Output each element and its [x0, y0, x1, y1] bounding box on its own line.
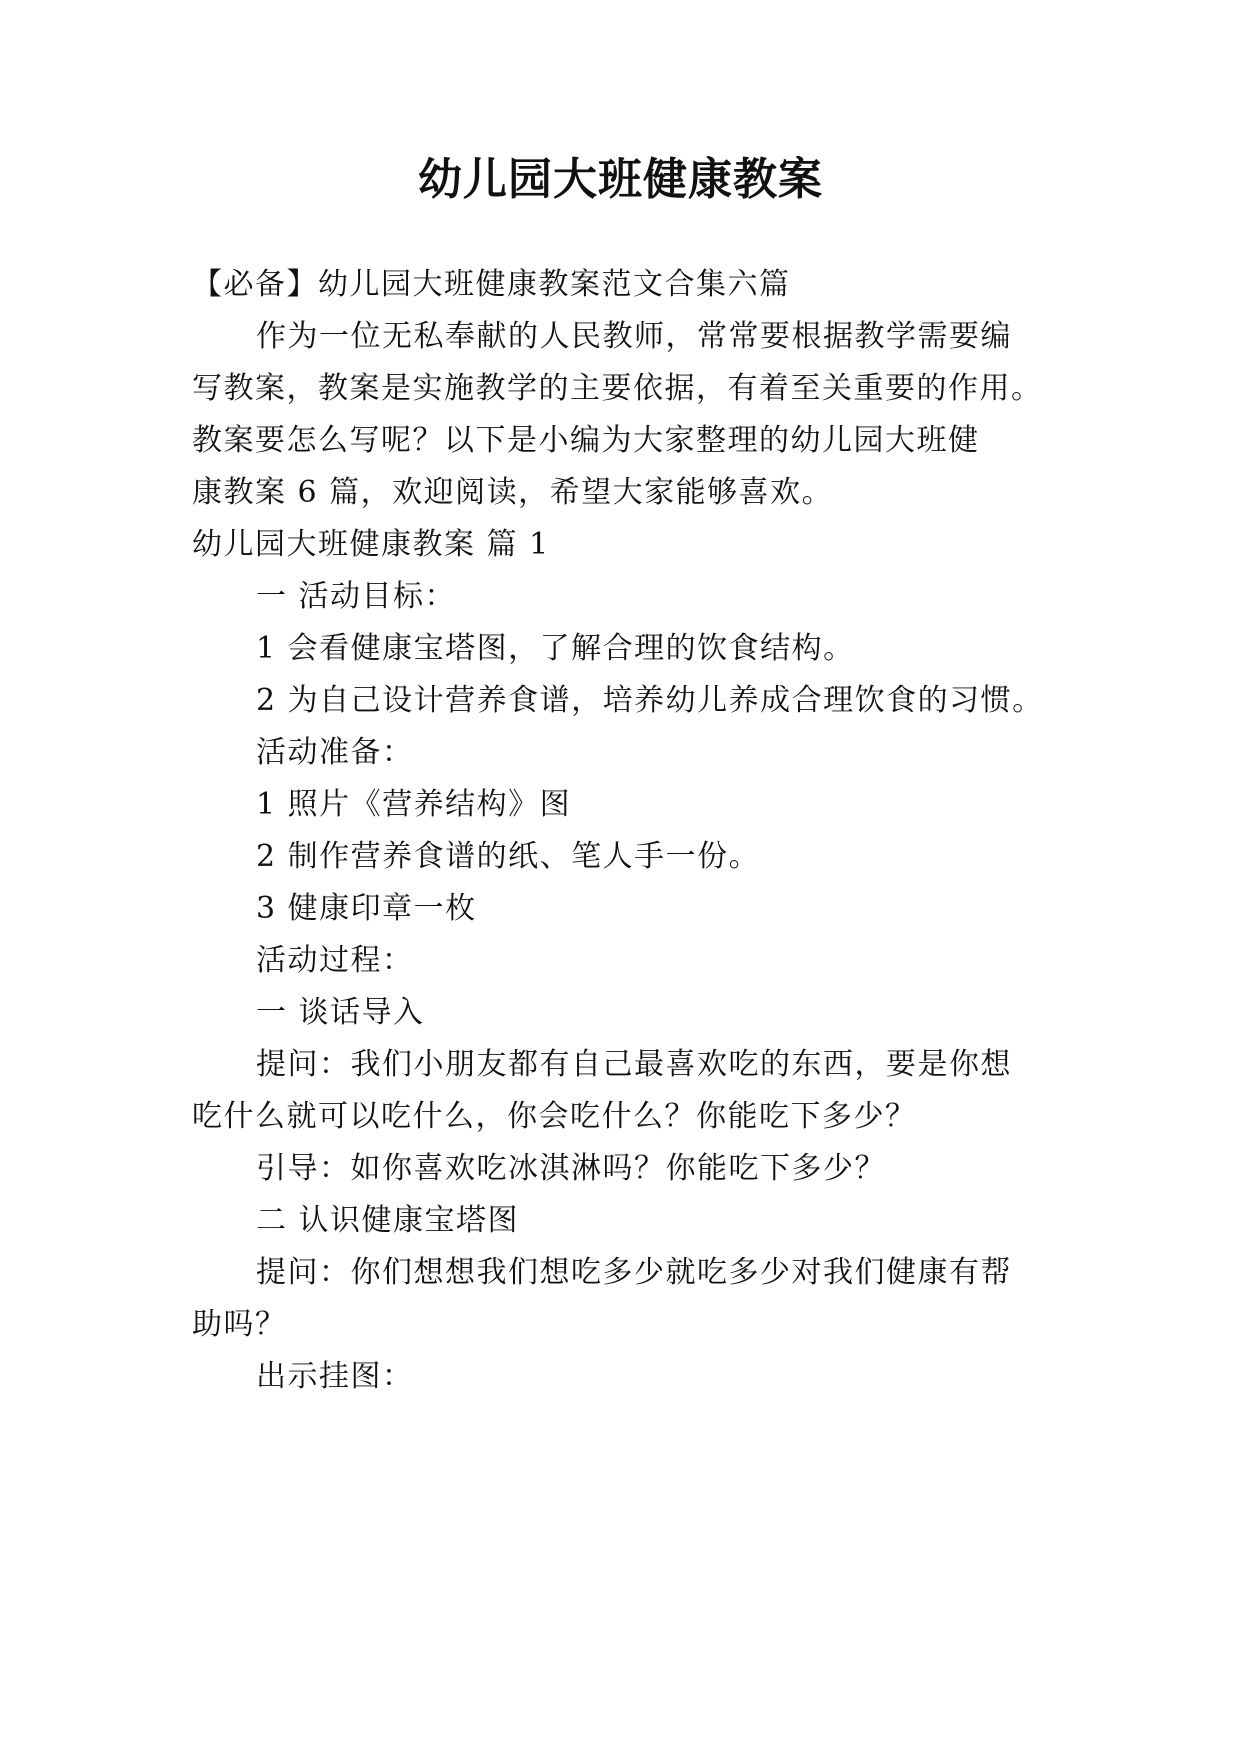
paragraph-line: 吃什么就可以吃什么，你会吃什么？你能吃下多少？: [192, 1099, 917, 1134]
paragraph-line: 写教案，教案是实施教学的主要依据，有着至关重要的作用。: [192, 371, 1043, 406]
paragraph-line: 一 谈话导入: [256, 995, 425, 1030]
paragraph-line: 活动过程：: [256, 943, 414, 978]
paragraph-line: 提问：你们想想我们想吃多少就吃多少对我们健康有帮: [256, 1255, 1012, 1290]
paragraph-line: 1 照片《营养结构》图: [256, 787, 572, 822]
paragraph-line: 二 认识健康宝塔图: [256, 1203, 520, 1238]
paragraph-line: 2 为自己设计营养食谱，培养幼儿养成合理饮食的习惯。: [256, 683, 1044, 718]
paragraph-line: 作为一位无私奉献的人民教师，常常要根据教学需要编: [256, 319, 1012, 354]
document-title: 幼儿园大班健康教案: [418, 154, 823, 205]
paragraph-line: 康教案 6 篇，欢迎阅读，希望大家能够喜欢。: [192, 475, 834, 510]
paragraph-line: 1 会看健康宝塔图，了解合理的饮食结构。: [256, 631, 855, 666]
section-heading: 幼儿园大班健康教案 篇 1: [192, 527, 550, 562]
paragraph-line: 助吗？: [192, 1307, 287, 1342]
paragraph-line: 活动准备：: [256, 735, 414, 770]
paragraph-line: 出示挂图：: [256, 1359, 414, 1394]
subtitle-line: 【必备】幼儿园大班健康教案范文合集六篇: [192, 267, 791, 302]
paragraph-line: 引导：如你喜欢吃冰淇淋吗？你能吃下多少？: [256, 1151, 886, 1186]
paragraph-line: 一 活动目标：: [256, 579, 457, 614]
paragraph-line: 3 健康印章一枚: [256, 891, 477, 926]
paragraph-line: 2 制作营养食谱的纸、笔人手一份。: [256, 839, 761, 874]
paragraph-line: 提问：我们小朋友都有自己最喜欢吃的东西，要是你想: [256, 1047, 1012, 1082]
paragraph-line: 教案要怎么写呢？以下是小编为大家整理的幼儿园大班健: [192, 423, 980, 458]
